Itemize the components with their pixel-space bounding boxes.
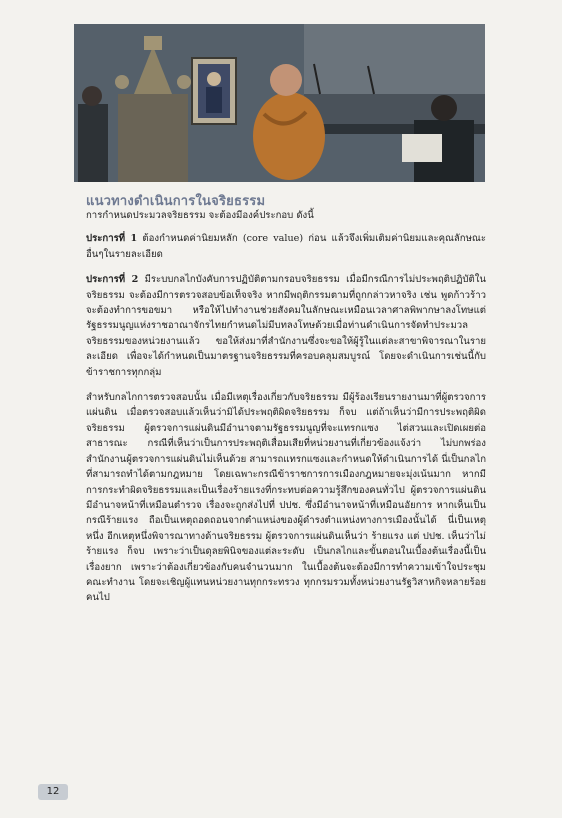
item-1-text: ต้องกำหนดค่านิยมหลัก (core value) ก่อน แล้วจึงเพิ่มเติมค่านิยมและคุณลักษณะอื่นๆในรายละเอียด xyxy=(86,233,486,260)
photo-ceremony-icon xyxy=(74,24,485,182)
intro-line: การกำหนดประมวลจริยธรรม จะต้องมีองค์ประกอบ ดังนี้ xyxy=(86,210,314,221)
item-2-text: มีระบบกลไกบังคับการปฏิบัติตามกรอบจริยธรรม เมื่อมีกรณีการไม่ประพฤติปฏิบัติในจริยธรรม จะต้องมีการตรวจสอบข้อเท็จจริง หากมีพฤติกรรมตามที่ถูกกล่าวหาจริง เช่น พูดก้าวร้าว จะต้องทำการขอขมา หรือให้ไปทำงานช่วยสังคมในลักษณะเหมือนเวลาศาลพิพากษาลงโทษแต่รัฐธรรมนูญแห่งราชอาณาจักรไทยกำหนดไม่มีบทลงโทษด้วยเมื่อท่านดำเนินการจัดทำประมวลจริยธรรมของหน่วยงานแล้ว ขอให้ส่งมาที่สำนักงานซึ่งจะขอให้ผู้รู้ในแต่ละสาขาพิจารณาในรายละเอียด เพื่อจะได้กำหนดเป็นมาตรฐานจริยธรรมที่ครอบคลุมสมบูรณ์ โดยจะดำเนินการเช่นนี้กับข้าราชการทุกกลุ่ม xyxy=(86,274,486,378)
page-number: 12 xyxy=(38,784,68,800)
item-1 xyxy=(86,231,486,262)
paragraph-oversight: สำหรับกลไกการตรวจสอบนั้น เมื่อมีเหตุเรื่องเกี่ยวกับจริยธรรม มีผู้ร้องเรียนรายงานมาที่ผู้ตรวจการแผ่นดิน เมื่อตรวจสอบแล้วเห็นว่ามิได้ประพฤติผิดจริยธรรม ก็จบ แต่ถ้าเห็นว่ามีการประพฤติผิดจริยธรรม ผู้ตรวจการแผ่นดินมีอำนาจตามรัฐธรรมนูญที่จะแทรกแซง ไต่สวนและเปิดเผยต่อสาธารณะ กรณีที่เห็นว่าเป็นการประพฤติเสื่อมเสียที่หน่วยงานที่เกี่ยวข้องแจ้งว่า ไม่บกพร่อง สำนักงานผู้ตรวจการแผ่นดินไม่เห็นด้วย สามารถแทรกแซงและกำหนดให้ดำเนินการได้ นี่เป็นกลไกที่สามารถทำได้ตามกฎหมาย โดยเฉพาะกรณีข้าราชการการเมืองกฎหมายจะมุ่งเน้นมาก หากมีการกระทำผิดจริยธรรมและเป็นเรื่องร้ายแรงที่กระทบต่อความรู้สึกของคนทั่วไป ผู้ตรวจการแผ่นดินมีอำนาจหน้าที่เหมือนตำรวจ เรื่องจะถูกส่งไปที่ ปปช. ซึ่งมีอำนาจหน้าที่เหมือนอัยการ หากเห็นเป็นกรณีร้ายแรง ถือเป็นเหตุถอดถอนจากตำแหน่งของผู้ดำรงตำแหน่งทางการเมืองนั้นได้ นี่เป็นเหตุหนึ่ง อีกเหตุหนึ่งพิจารณาทางด้านจริยธรรม ผู้ตรวจการแผ่นดินเห็นว่า ร้ายแรง แต่ ปปช. เห็นว่าไม่ร้ายแรง ก็จบ เพราะว่าเป็นดุลยพินิจของแต่ละระดับ เป็นกลไกและขั้นตอนในเบื้องต้นเรื่องนี้เป็นเรื่องยาก เพราะว่าต้องเกี่ยวข้องกับคนจำนวนมาก ในเบื้องต้นจะต้องมีการทำความเข้าใจประชุมคณะทำงาน โดยจะเชิญผู้แทนหน่วยงานทุกกระทรวง ทุกกรมรวมทั้งหน่วยงานรัฐวิสาหกิจหลายร้อยคนไป xyxy=(86,392,486,604)
item-2-label: ประการที่ 2 xyxy=(86,274,139,286)
ceremony-photo xyxy=(74,24,485,182)
item-2 xyxy=(86,272,486,380)
item-1-label: ประการที่ 1 xyxy=(86,233,138,245)
section-heading: แนวทางดำเนินการในจริยธรรม xyxy=(86,194,266,209)
body-text xyxy=(86,208,486,606)
